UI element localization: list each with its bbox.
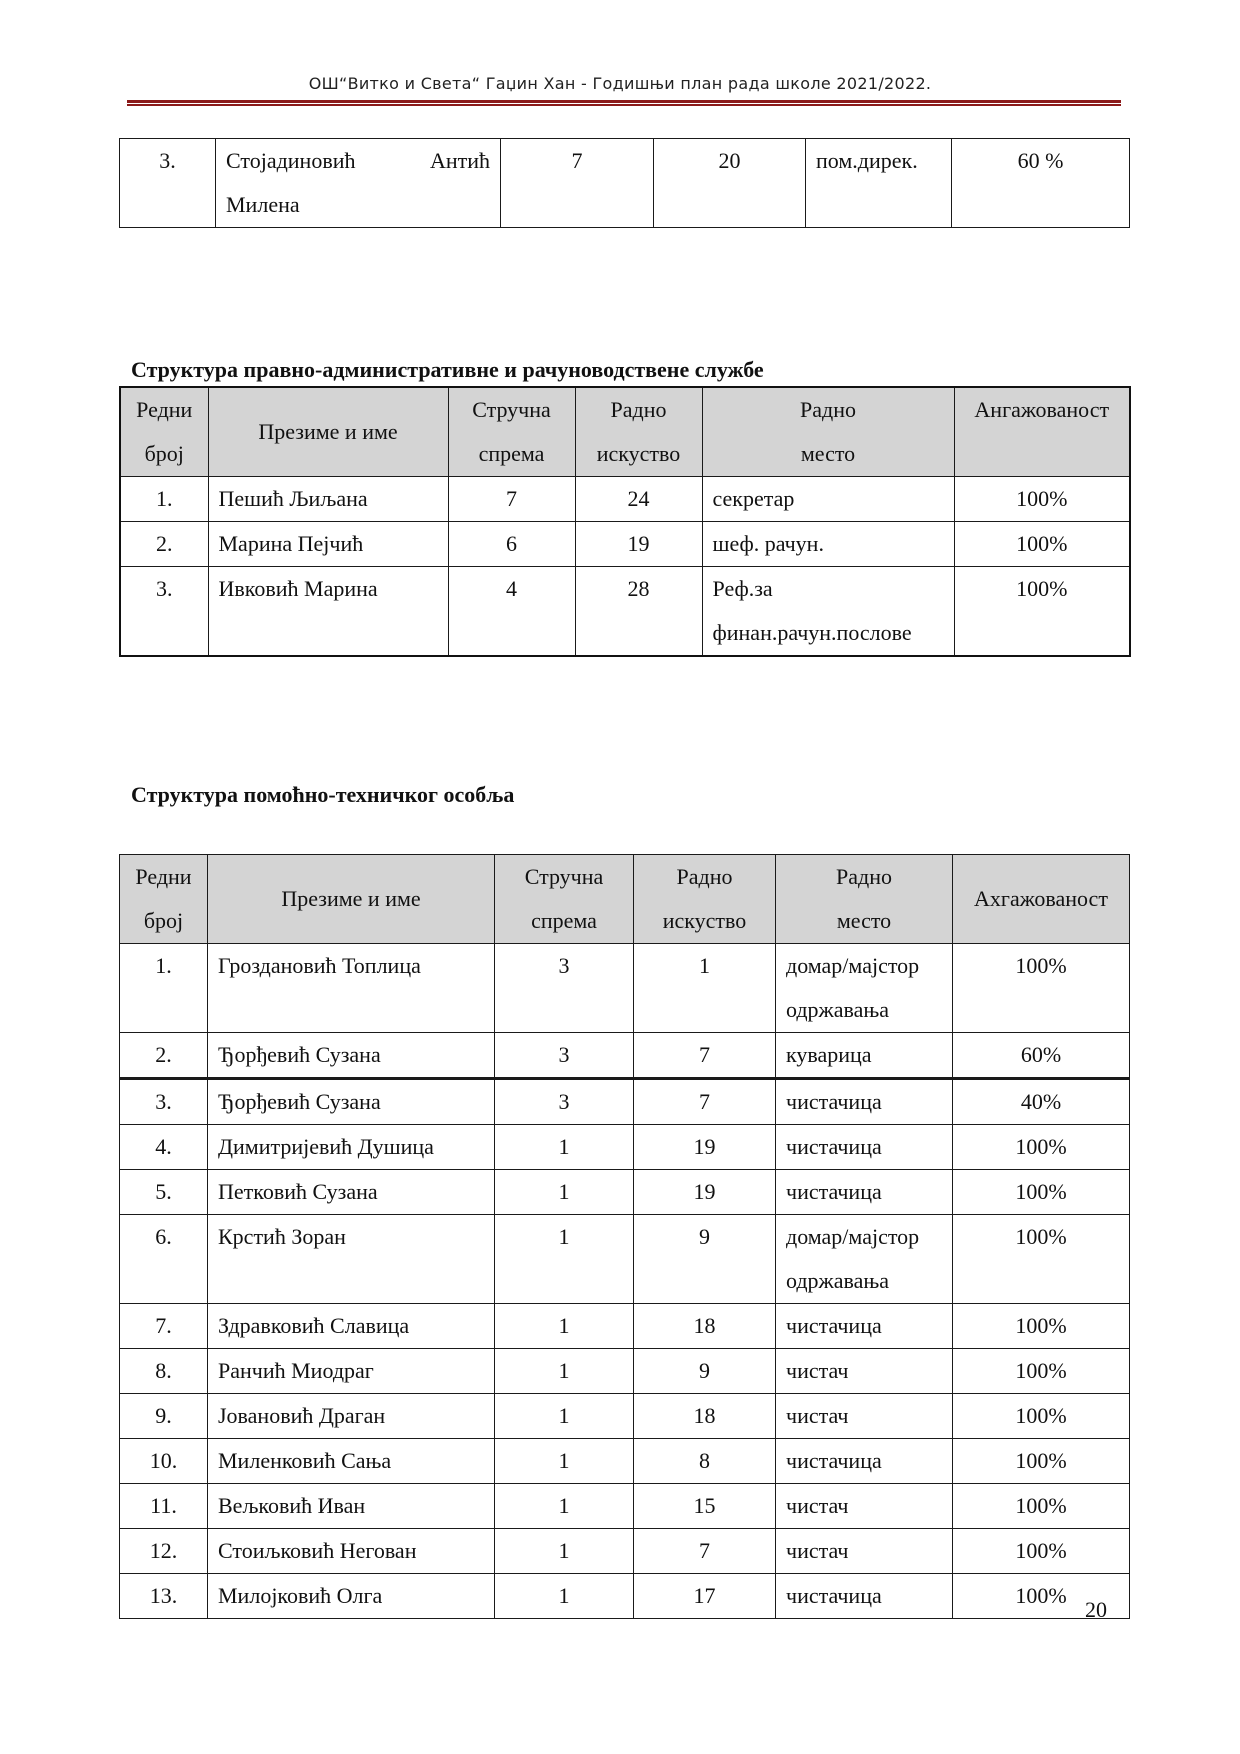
experience: 9 [634,1349,776,1394]
employee-name: Гроздановић Топлица [208,944,495,1033]
table-row [120,1125,1130,1170]
row-number: 8. [120,1349,208,1394]
employee-name: Здравковић Славица [208,1304,495,1349]
engagement: 100% [953,1439,1130,1484]
experience: 24 [575,477,702,522]
experience: 19 [634,1170,776,1215]
admin-section-title: Структура правно-административне и рачуноводствене службе [131,357,764,382]
engagement: 100% [953,1484,1130,1529]
table-header-row [120,387,1130,477]
position: чистач [776,1394,953,1439]
position: пом.дирек. [806,139,952,228]
engagement: 100% [954,522,1130,567]
experience: 28 [575,567,702,657]
row-number: 10. [120,1439,208,1484]
row-number: 2. [120,522,208,567]
experience: 17 [634,1574,776,1619]
position: чистач [776,1484,953,1529]
employee-name: Ивковић Марина [208,567,448,657]
employee-name: Стоиљковић Негован [208,1529,495,1574]
table-row [120,1484,1130,1529]
surname-2: Антић [429,148,490,173]
qualification: 3 [495,1033,634,1079]
table-row [120,1033,1130,1079]
engagement: 100% [954,567,1130,657]
engagement: 100% [953,1574,1130,1619]
col-header-engagement: Ангажованост [954,387,1130,477]
employee-name: Крстић Зоран [208,1215,495,1304]
experience: 7 [634,1033,776,1079]
experience: 18 [634,1394,776,1439]
employee-name: Марина Пејчић [208,522,448,567]
table-row [120,567,1130,657]
header-divider [127,100,1121,106]
experience: 20 [654,139,806,228]
engagement: 100% [953,944,1130,1033]
qualification: 1 [495,1349,634,1394]
continuation-table [119,138,1130,228]
row-number: 1. [120,477,208,522]
col-header-engagement: Ахгажованост [953,855,1130,944]
surname: Стојадиновић [226,148,356,173]
engagement: 40% [953,1079,1130,1125]
table-row [120,522,1130,567]
table-row [120,1349,1130,1394]
engagement: 60% [953,1033,1130,1079]
table-row [120,1574,1130,1619]
employee-name [216,139,501,228]
page-number: 20 [1085,1597,1107,1622]
page-header: ОШ“Витко и Света“ Гаџин Хан - Годишњи план рада школе 2021/2022. [308,74,932,93]
table-row [120,1394,1130,1439]
engagement: 100% [954,477,1130,522]
col-header-experience: Радно искуство [634,855,776,944]
employee-name: Ђорђевић Сузана [208,1079,495,1125]
position: чистач [776,1529,953,1574]
position: чистачица [776,1574,953,1619]
employee-name: Петковић Сузана [208,1170,495,1215]
col-header-number: Редни број [120,387,208,477]
qualification: 1 [495,1574,634,1619]
employee-name: Ранчић Миодраг [208,1349,495,1394]
table-header-row [120,855,1130,944]
experience: 7 [634,1529,776,1574]
row-number: 4. [120,1125,208,1170]
table-row [120,477,1130,522]
employee-name: Милојковић Олга [208,1574,495,1619]
experience: 9 [634,1215,776,1304]
employee-name: Вељковић Иван [208,1484,495,1529]
row-number: 6. [120,1215,208,1304]
row-number: 1. [120,944,208,1033]
row-number: 3. [120,1079,208,1125]
table-row [120,1529,1130,1574]
table-row [120,139,1130,228]
engagement: 100% [953,1215,1130,1304]
qualification: 1 [495,1529,634,1574]
qualification: 6 [448,522,575,567]
position: секретар [702,477,954,522]
row-number: 12. [120,1529,208,1574]
experience: 8 [634,1439,776,1484]
col-header-experience: Радно искуство [575,387,702,477]
employee-name: Ђорђевић Сузана [208,1033,495,1079]
experience: 19 [575,522,702,567]
row-number: 13. [120,1574,208,1619]
engagement: 60 % [952,139,1130,228]
qualification: 3 [495,1079,634,1125]
row-number: 5. [120,1170,208,1215]
table-row [120,944,1130,1033]
position: чистачица [776,1439,953,1484]
experience: 1 [634,944,776,1033]
col-header-qualification: Стручна спрема [448,387,575,477]
row-number: 11. [120,1484,208,1529]
first-name: Милена [226,192,300,217]
employee-name: Димитријевић Душица [208,1125,495,1170]
table-row [120,1079,1130,1125]
col-header-position: Радно место [776,855,953,944]
experience: 19 [634,1125,776,1170]
position: чистачица [776,1170,953,1215]
position: чистачица [776,1304,953,1349]
employee-name: Пешић Љиљана [208,477,448,522]
qualification: 3 [495,944,634,1033]
engagement: 100% [953,1304,1130,1349]
tech-staff-table [119,854,1130,1619]
engagement: 100% [953,1394,1130,1439]
position: шеф. рачун. [702,522,954,567]
row-number: 2. [120,1033,208,1079]
qualification: 1 [495,1304,634,1349]
col-header-name: Презиме и име [208,387,448,477]
position: чистач [776,1349,953,1394]
qualification: 1 [495,1125,634,1170]
col-header-name: Презиме и име [208,855,495,944]
employee-name: Миленковић Сања [208,1439,495,1484]
engagement: 100% [953,1125,1130,1170]
table-row [120,1439,1130,1484]
table-row [120,1215,1130,1304]
table-row [120,1304,1130,1349]
qualification: 4 [448,567,575,657]
experience: 7 [634,1079,776,1125]
experience: 18 [634,1304,776,1349]
employee-name: Јовановић Драган [208,1394,495,1439]
qualification: 1 [495,1439,634,1484]
engagement: 100% [953,1349,1130,1394]
experience: 15 [634,1484,776,1529]
tech-section-title: Структура помоћно-техничког особља [131,782,515,807]
position: домар/мајстор одржавања [776,1215,953,1304]
qualification: 1 [495,1394,634,1439]
col-header-qualification: Стручна спрема [495,855,634,944]
qualification: 1 [495,1484,634,1529]
position: Реф.за финан.рачун.послове [702,567,954,657]
qualification: 1 [495,1215,634,1304]
qualification: 1 [495,1170,634,1215]
row-number: 3. [120,567,208,657]
position: домар/мајстор одржавања [776,944,953,1033]
engagement: 100% [953,1529,1130,1574]
table-row [120,1170,1130,1215]
position: чистачица [776,1079,953,1125]
qualification: 7 [501,139,654,228]
row-number: 7. [120,1304,208,1349]
position: куварица [776,1033,953,1079]
row-number: 9. [120,1394,208,1439]
engagement: 100% [953,1170,1130,1215]
qualification: 7 [448,477,575,522]
col-header-position: Радно место [702,387,954,477]
admin-staff-table [119,386,1131,657]
row-number: 3. [120,139,216,228]
col-header-number: Редни број [120,855,208,944]
position: чистачица [776,1125,953,1170]
